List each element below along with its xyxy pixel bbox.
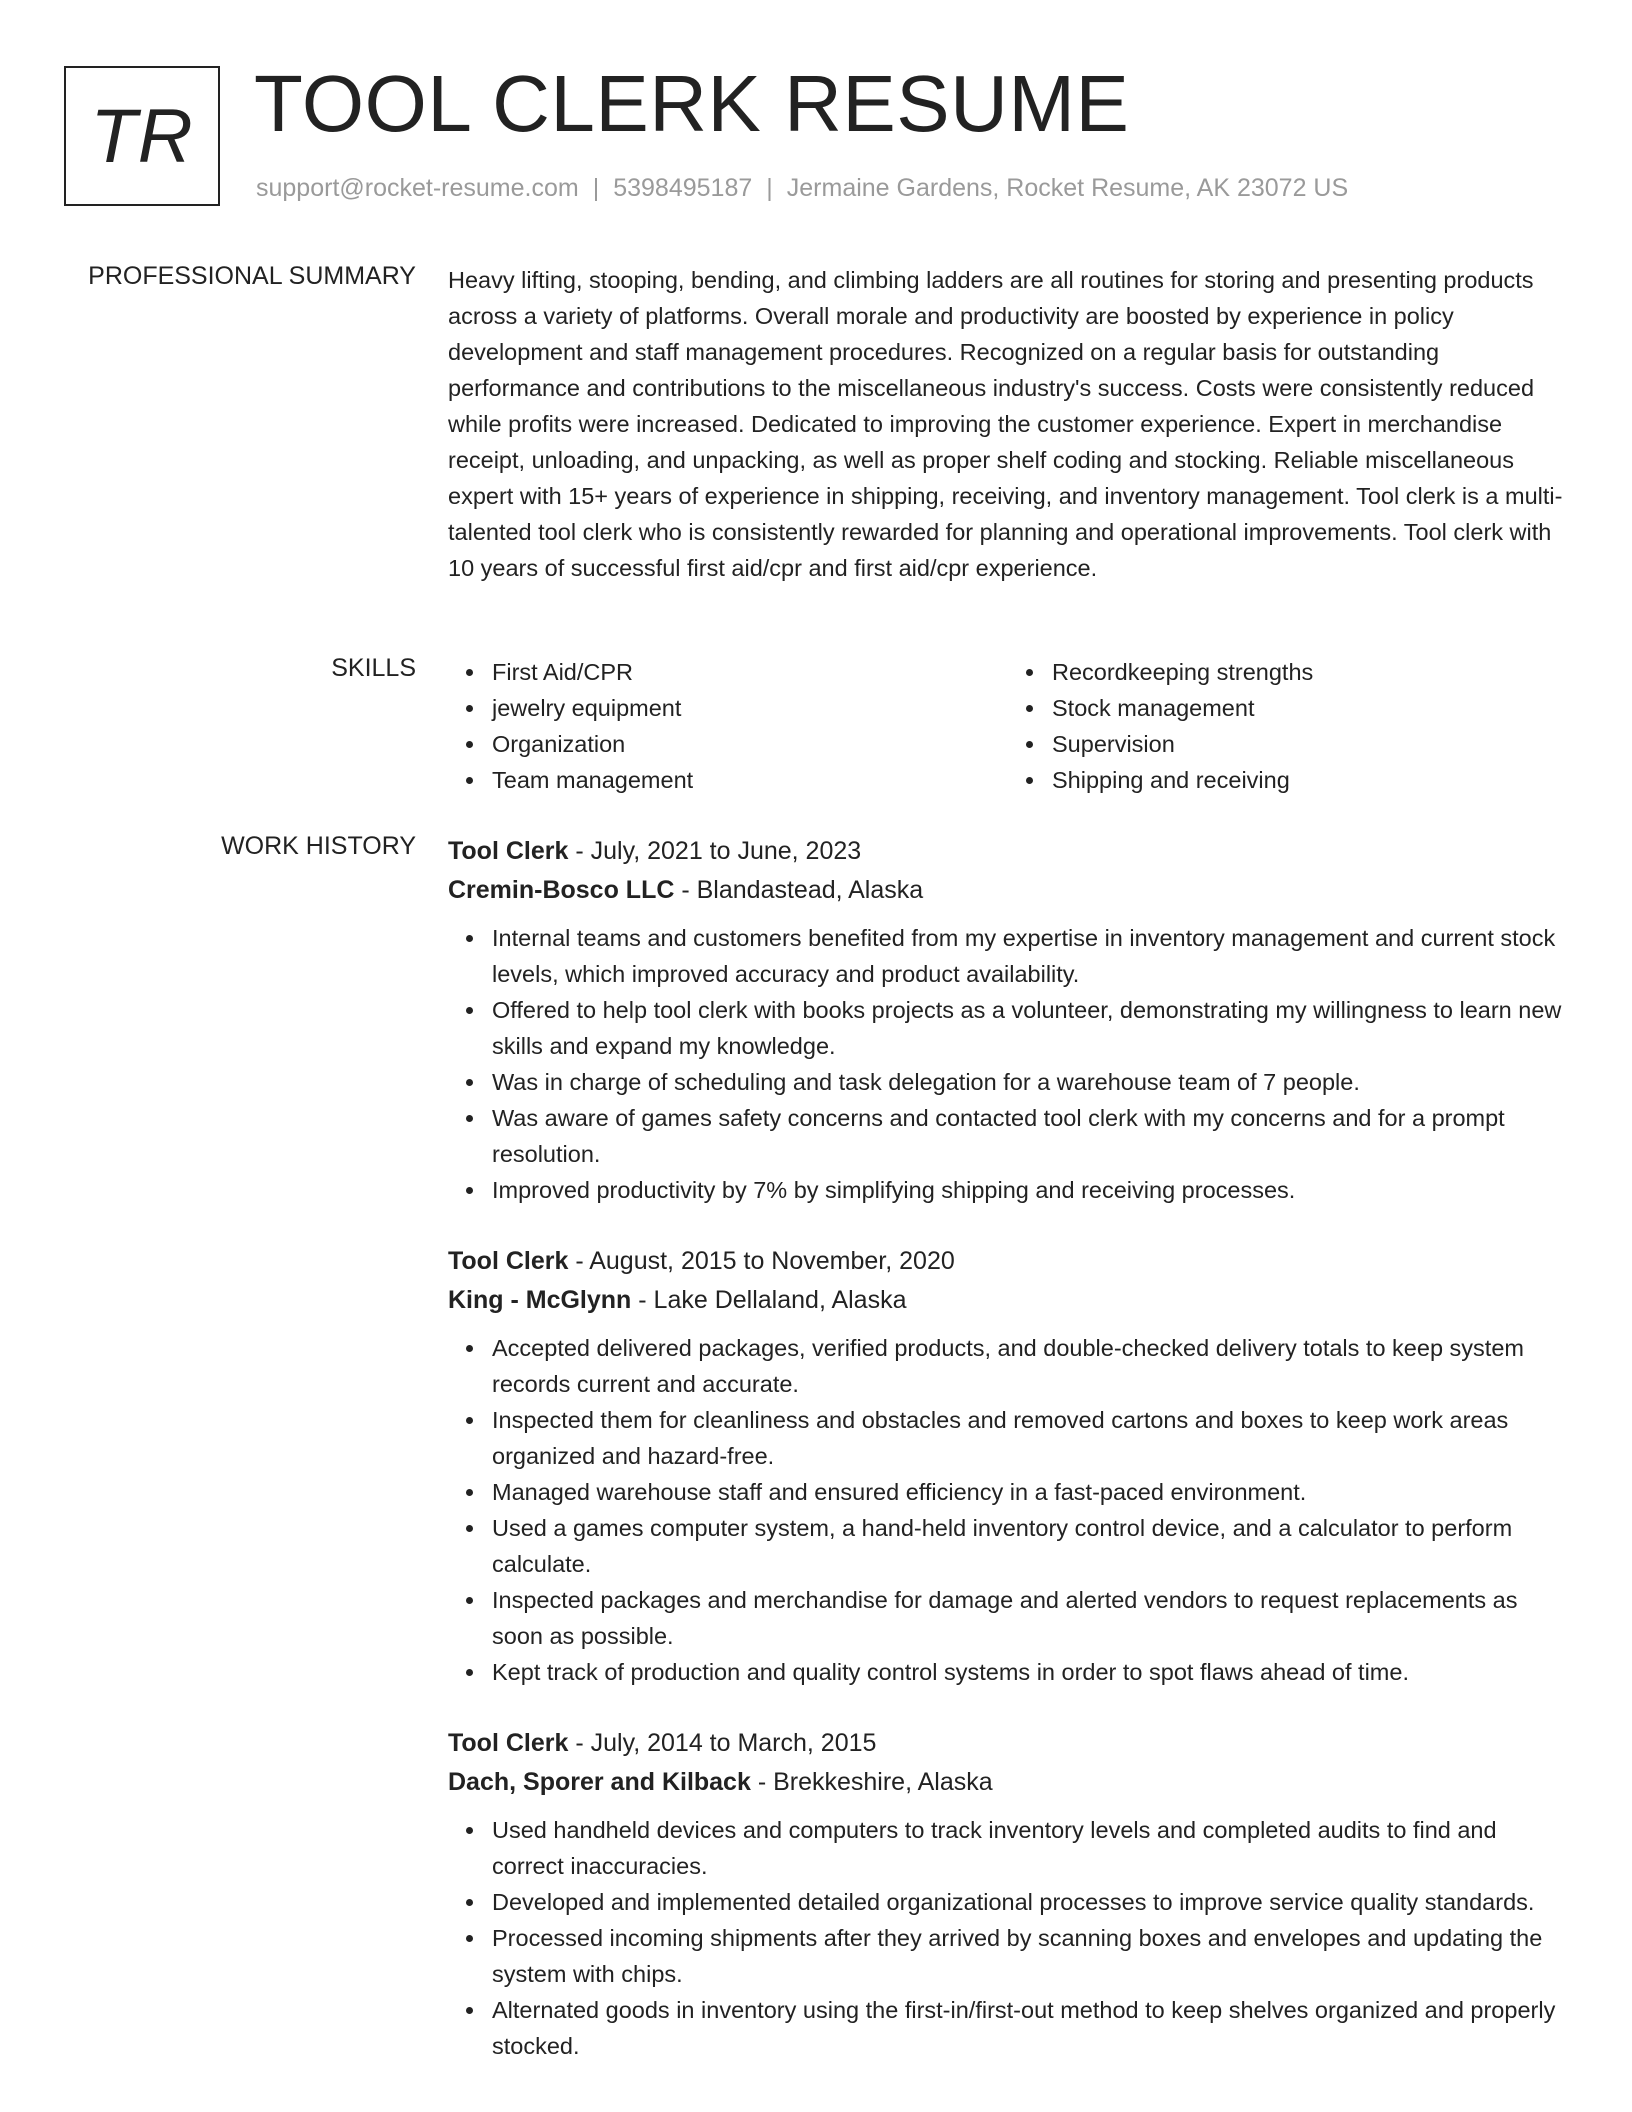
summary-text: Heavy lifting, stooping, bending, and climbing ladders are all routines for storing and presenting products across a variety of platforms. Overall morale and productivity are boosted by experience in policy development and staff management procedures. Recognized on a regular basis for outstanding performance and contributions to the miscellaneous industry's success. Costs were consistently reduced while profits were increased. Dedicated to improving the customer experience. Expert in merchandise receipt, unloading, and unpacking, as well as proper shelf coding and stocking. Reliable miscellaneous expert with 15+ years of experience in shipping, receiving, and inventory management. Tool clerk is a multi-talented tool clerk who is consistently rewarded for planning and operational improvements. Tool clerk with 10 years of successful first aid/cpr and first aid/cpr experience.	[448, 267, 1563, 581]
skills-body	[448, 654, 1568, 798]
job-company-line	[448, 870, 1568, 910]
job-location: - Lake Dellaland, Alaska	[631, 1286, 907, 1314]
job-bullet: Developed and implemented detailed organizational processes to improve service quality standards.	[492, 1884, 1568, 1920]
skills-columns	[448, 654, 1568, 798]
skill-item: Supervision	[1052, 726, 1568, 762]
contact-separator: |	[766, 174, 773, 202]
skill-item: First Aid/CPR	[492, 654, 1008, 690]
skill-item: Shipping and receiving	[1052, 762, 1568, 798]
skills-heading: SKILLS	[331, 654, 416, 682]
summary-body	[448, 262, 1568, 586]
job-company: Dach, Sporer and Kilback	[448, 1768, 751, 1796]
job-bullet: Inspected packages and merchandise for damage and alerted vendors to request replacements as soon as possible.	[492, 1582, 1568, 1654]
contact-address: Jermaine Gardens, Rocket Resume, AK 23072 US	[786, 174, 1349, 202]
job-bullet: Accepted delivered packages, verified products, and double-checked delivery totals to keep system records current and accurate.	[492, 1330, 1568, 1402]
job-dates: - July, 2021 to June, 2023	[568, 837, 862, 865]
job-company-line	[448, 1762, 1568, 1802]
skills-list-right	[1008, 654, 1568, 798]
job-bullets	[448, 1330, 1568, 1690]
job-location: - Brekkeshire, Alaska	[750, 1768, 993, 1796]
job-bullet: Used handheld devices and computers to track inventory levels and completed audits to find and correct inaccuracies.	[492, 1812, 1568, 1884]
job-company: King - McGlynn	[448, 1286, 632, 1314]
skill-item: Team management	[492, 762, 1008, 798]
work-history-heading: WORK HISTORY	[221, 832, 416, 860]
skill-item: Recordkeeping strengths	[1052, 654, 1568, 690]
job-title: Tool Clerk	[448, 1729, 569, 1757]
job-location: - Blandastead, Alaska	[674, 876, 924, 904]
job-entry	[448, 832, 1568, 1208]
job-bullet: Was aware of games safety concerns and contacted tool clerk with my concerns and for a prompt resolution.	[492, 1100, 1568, 1172]
summary-heading: PROFESSIONAL SUMMARY	[88, 262, 416, 290]
job-company: Cremin-Bosco LLC	[448, 876, 675, 904]
contact-email: support@rocket-resume.com	[256, 174, 579, 202]
job-bullet: Used a games computer system, a hand-held inventory control device, and a calculator to perform calculate.	[492, 1510, 1568, 1582]
job-bullet: Kept track of production and quality control systems in order to spot flaws ahead of time.	[492, 1654, 1568, 1690]
skills-list-left	[448, 654, 1008, 798]
monogram-box	[64, 66, 220, 206]
contact-separator: |	[592, 174, 600, 202]
job-title-line	[448, 1724, 1568, 1762]
contact-line	[256, 174, 1348, 203]
job-title: Tool Clerk	[448, 837, 569, 865]
contact-phone: 5398495187	[613, 174, 753, 202]
skill-item: Organization	[492, 726, 1008, 762]
skill-item: Stock management	[1052, 690, 1568, 726]
job-bullet: Inspected them for cleanliness and obstacles and removed cartons and boxes to keep work areas organized and hazard-free.	[492, 1402, 1568, 1474]
job-title-line	[448, 832, 1568, 870]
job-entry	[448, 1242, 1568, 1690]
job-bullet: Offered to help tool clerk with books projects as a volunteer, demonstrating my willingness to learn new skills and expand my knowledge.	[492, 992, 1568, 1064]
job-dates: - August, 2015 to November, 2020	[568, 1247, 955, 1275]
job-bullets	[448, 1812, 1568, 2064]
job-entry	[448, 1724, 1568, 2064]
work-history-body	[448, 832, 1568, 2098]
job-title-line	[448, 1242, 1568, 1280]
job-dates: - July, 2014 to March, 2015	[568, 1729, 877, 1757]
job-company-line	[448, 1280, 1568, 1320]
job-bullet: Managed warehouse staff and ensured efficiency in a fast-paced environment.	[492, 1474, 1568, 1510]
job-bullet: Processed incoming shipments after they arrived by scanning boxes and envelopes and updating the system with chips.	[492, 1920, 1568, 1992]
job-bullet: Improved productivity by 7% by simplifying shipping and receiving processes.	[492, 1172, 1568, 1208]
job-bullet: Alternated goods in inventory using the first-in/first-out method to keep shelves organized and properly stocked.	[492, 1992, 1568, 2064]
job-bullets	[448, 920, 1568, 1208]
monogram-initials: TR	[90, 93, 194, 179]
job-bullet: Was in charge of scheduling and task delegation for a warehouse team of 7 people.	[492, 1064, 1568, 1100]
skill-item: jewelry equipment	[492, 690, 1008, 726]
page-title: TOOL CLERK RESUME	[254, 59, 1130, 148]
job-title: Tool Clerk	[448, 1247, 569, 1275]
job-bullet: Internal teams and customers benefited from my expertise in inventory management and current stock levels, which improved accuracy and product availability.	[492, 920, 1568, 992]
